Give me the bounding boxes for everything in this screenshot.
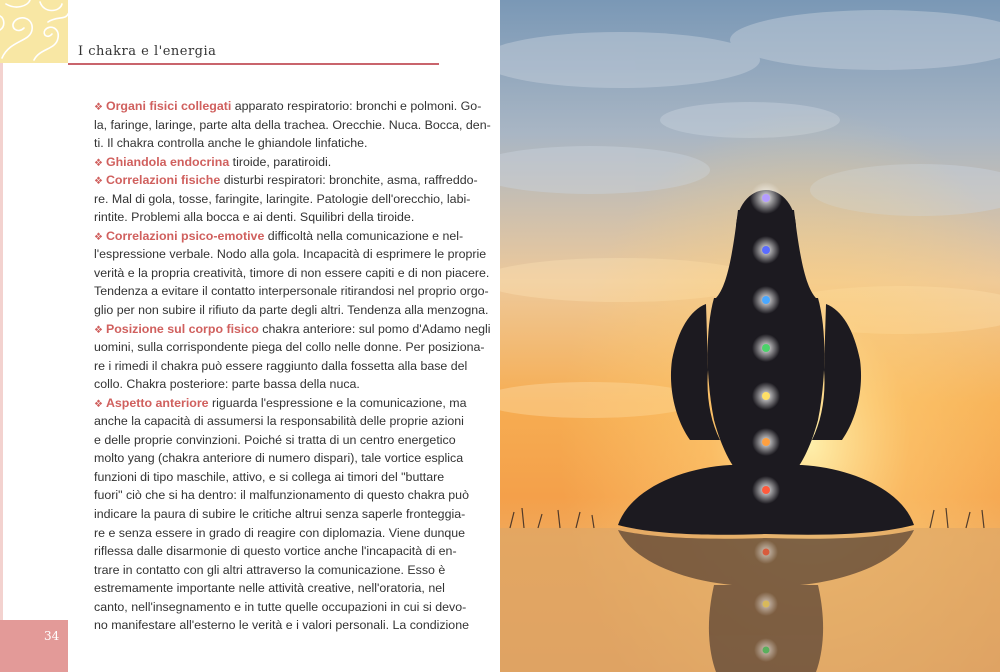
text-line xyxy=(94,171,478,190)
line-text: re i rimedi il chakra può essere raggiunto dalla fossetta alla base del xyxy=(94,358,468,373)
line-text: trare in contatto con gli altri attraverso la comunicazione. Esso è xyxy=(94,562,446,577)
line-text: riflessa dalle disarmonie di questo vortice anche l'incapacità di en- xyxy=(94,544,457,559)
bullet-icon: ❖ xyxy=(94,102,103,113)
line-text: riguarda l'espressione e la comunicazione, ma xyxy=(212,395,467,410)
text-line xyxy=(94,486,469,505)
text-line xyxy=(94,375,439,394)
line-text: estremamente importante nelle attività creative, nell'oratoria, nel xyxy=(94,581,445,596)
bullet-icon: ❖ xyxy=(94,398,103,410)
text-line xyxy=(94,208,439,227)
swirl-ornament-icon xyxy=(0,0,68,63)
bullet-icon: ❖ xyxy=(94,176,103,188)
meditation-photo xyxy=(500,0,1000,672)
page-edge-strip xyxy=(0,63,3,620)
line-text: re. Mal di gola, tosse, faringite, laringite. Patologie dell'orecchio, labi- xyxy=(94,191,471,206)
text-line xyxy=(94,190,471,209)
section-heading: Ghiandola endocrina xyxy=(105,154,230,169)
line-text: la, faringe, laringe, parte alta della trachea. Orecchie. Nuca. Bocca, den- xyxy=(94,117,491,132)
text-line xyxy=(94,245,487,264)
line-text: tiroide, paratiroidi. xyxy=(232,154,332,169)
bullet-icon: ❖ xyxy=(94,157,103,169)
chakra-meditation-illustration xyxy=(500,0,1000,672)
header-divider xyxy=(68,63,439,65)
text-line xyxy=(94,394,467,413)
text-line xyxy=(94,431,456,450)
section-heading: Correlazioni fisiche xyxy=(105,173,221,188)
bullet-icon: ❖ xyxy=(94,324,103,336)
text-line xyxy=(94,338,485,357)
text-line xyxy=(94,264,490,283)
line-text: l'espressione verbale. Nodo alla gola. Incapacità di esprimere le proprie xyxy=(94,247,487,262)
text-line xyxy=(94,116,491,135)
text-line xyxy=(94,468,445,487)
text-line xyxy=(94,357,468,376)
line-text: anche la capacità di assumersi la responsabilità delle proprie azioni xyxy=(94,414,464,429)
body-text xyxy=(94,97,491,635)
text-line xyxy=(94,282,489,301)
line-text: fuori" ciò che si ha dentro: il malfunzionamento di questo chakra può xyxy=(94,488,469,503)
line-text: e delle proprie convinzioni. Poiché si tratta di un centro energetico xyxy=(94,432,456,447)
line-text: indicare la paura di subire le critiche altrui senza saperle fronteggia- xyxy=(94,507,466,522)
section-heading: Aspetto anteriore xyxy=(105,395,209,410)
text-line xyxy=(94,153,439,172)
text-line xyxy=(94,412,464,431)
text-line xyxy=(94,97,482,116)
section-heading: Posizione sul corpo fisico xyxy=(105,321,259,336)
line-text: canto, nell'insegnamento e in tutte quelle occupazioni in cui si devo- xyxy=(94,599,467,614)
line-text: Tendenza a evitare il contatto interpersonale ritirandosi nel proprio orgo- xyxy=(94,284,489,299)
line-text: ti. Il chakra controlla anche le ghiandole linfatiche. xyxy=(94,136,368,151)
text-line xyxy=(94,561,446,580)
line-text: disturbi respiratori: bronchite, asma, raffreddo- xyxy=(223,173,478,188)
text-line xyxy=(94,579,445,598)
text-line xyxy=(94,524,466,543)
line-text: molto yang (chakra anteriore di numero dispari), tale vortice esplica xyxy=(94,451,464,466)
line-text: apparato respiratorio: bronchi e polmoni. Go- xyxy=(234,99,482,113)
text-line xyxy=(94,227,464,246)
text-line xyxy=(94,616,469,635)
line-text: collo. Chakra posteriore: parte bassa della nuca. xyxy=(94,377,360,392)
line-text: no manifestare all'esterno le verità e i valori personali. La condizione xyxy=(94,618,469,633)
text-line xyxy=(94,134,439,153)
line-text: difficoltà nella comunicazione e nel- xyxy=(267,228,464,243)
line-text: glio per non subire il rifiuto da parte degli altri. Tendenza alla menzogna. xyxy=(94,303,489,318)
text-line xyxy=(94,505,466,524)
page-number: 34 xyxy=(44,629,60,643)
line-text: funzioni di tipo maschile, attivo, e si collega ai timori del "buttare xyxy=(94,469,445,484)
line-text: rintite. Problemi alla bocca e ai denti. Squilibri della tiroide. xyxy=(94,210,415,225)
running-header: I chakra e l'energia xyxy=(78,44,217,59)
bullet-icon: ❖ xyxy=(94,231,103,243)
line-text: re e senza essere in grado di reagire con diplomazia. Viene dunque xyxy=(94,525,466,540)
text-line xyxy=(94,542,457,561)
section-heading: Correlazioni psico-emotive xyxy=(105,228,265,243)
page-number-block xyxy=(0,620,68,672)
text-line xyxy=(94,301,489,320)
line-text: uomini, sulla corrispondente piega del collo nelle donne. Per posiziona- xyxy=(94,340,485,355)
line-text: verità e la propria creatività, timore di non essere capiti e di non piacere. xyxy=(94,265,490,280)
corner-ornament xyxy=(0,0,68,63)
text-line xyxy=(94,320,491,339)
section-heading: Organi fisici collegati xyxy=(105,99,232,113)
text-line xyxy=(94,449,464,468)
text-line xyxy=(94,598,467,617)
line-text: chakra anteriore: sul pomo d'Adamo negli xyxy=(262,321,491,336)
